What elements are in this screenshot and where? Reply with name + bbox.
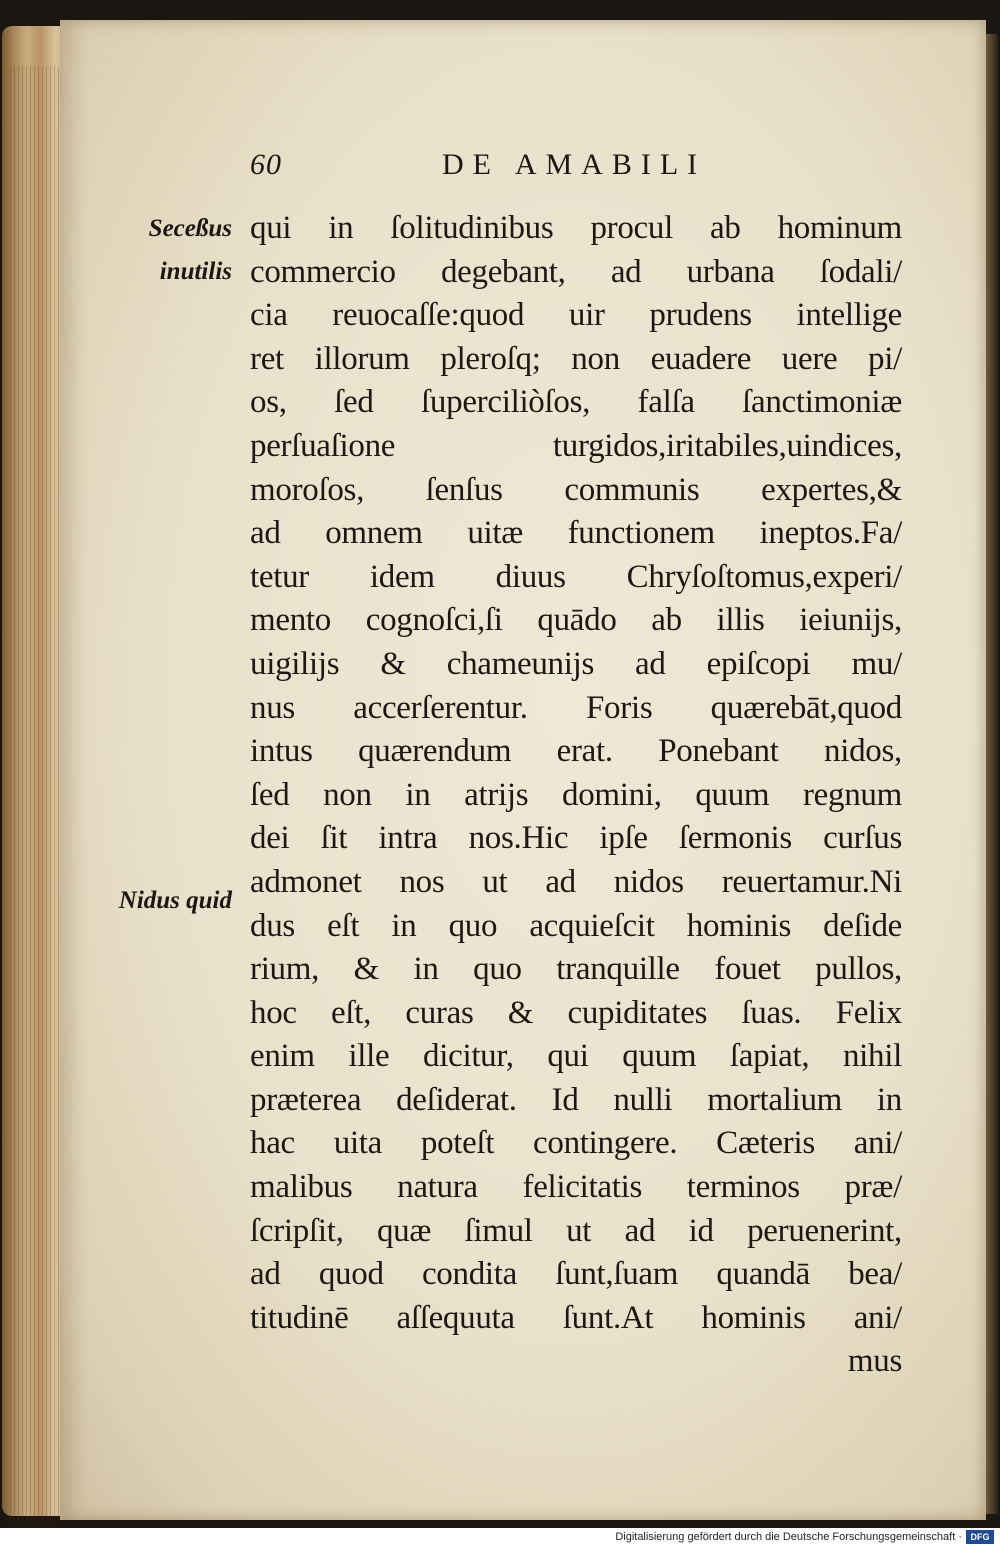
text-line: dei ſit intra nos.Hic ipſe ſermonis curſus [250, 820, 902, 857]
marginal-note-secessus [62, 207, 232, 293]
text-line: os, ſed ſuperciliòſos, falſa ſanctimoniæ [250, 384, 902, 421]
text-line: rium, & in quo tranquille fouet pullos, [250, 951, 902, 988]
folio-number: 60 [250, 148, 282, 181]
text-line: commercio degebant, ad urbana ſodali/ [250, 253, 902, 290]
text-line: enim ille dicitur, qui quum ſapiat, nihil [250, 1038, 902, 1075]
page-header [250, 148, 900, 188]
body-text [250, 207, 902, 1384]
book-fore-edge [2, 26, 64, 1516]
catchword: mus [847, 1343, 902, 1380]
text-line: ſed non in atrijs domini, quum regnum [250, 776, 902, 813]
running-head: DE AMABILI [442, 148, 707, 181]
text-line: ad quod condita ſunt,ſuam quandā bea/ [250, 1256, 902, 1293]
text-line: mento cognoſci,ſi quādo ab illis ieiunijs, [250, 602, 902, 639]
text-line: perſuaſione turgidos,iritabiles,uindices, [250, 427, 902, 464]
marginal-note-line: Nidus quid [118, 887, 232, 914]
text-line: admonet nos ut ad nidos reuertamur.Ni [250, 863, 902, 900]
text-line: intus quærendum erat. Ponebant nidos, [250, 733, 902, 770]
marginal-note-nidus [62, 879, 232, 922]
text-line: præterea deſiderat. Id nulli mortalium in [250, 1081, 902, 1118]
text-line: tetur idem diuus Chryſoſtomus,experi/ [250, 558, 902, 595]
marginal-note-line: Seceßus [148, 215, 232, 242]
text-line: qui in ſolitudinibus procul ab hominum [250, 210, 902, 246]
text-line: moroſos, ſenſus communis expertes,& [250, 471, 902, 508]
text-line: uigilijs & chameunijs ad epiſcopi mu/ [250, 645, 902, 682]
text-line: hac uita poteſt contingere. Cæteris ani/ [250, 1125, 902, 1162]
text-line: titudinē aſſequuta ſunt.At hominis ani/ [250, 1299, 902, 1336]
marginal-note-line: inutilis [159, 258, 232, 285]
text-line: dus eſt in quo acquieſcit hominis deſide [250, 907, 902, 944]
text-line: ret illorum pleroſq; non euadere uere pi/ [250, 340, 902, 377]
page-edge-lines [10, 66, 60, 1526]
text-line: cia reuocaſſe:quod uir prudens intellige [250, 297, 902, 334]
book-right-rim [986, 34, 998, 1514]
text-line: nus accerſerentur. Foris quærebāt,quod [250, 689, 902, 726]
text-line: ad omnem uitæ functionem ineptos.Fa/ [250, 515, 902, 552]
text-line: ſcripſit, quæ ſimul ut ad id peruenerint, [250, 1212, 902, 1249]
digitization-credit: Digitalisierung gefördert durch die Deutsche Forschungsgemeinschaft · [615, 1531, 962, 1543]
text-line: hoc eſt, curas & cupiditates ſuas. Felix [250, 994, 902, 1031]
dfg-logo: DFG [966, 1530, 994, 1544]
text-line: malibus natura felicitatis terminos præ/ [250, 1169, 902, 1206]
